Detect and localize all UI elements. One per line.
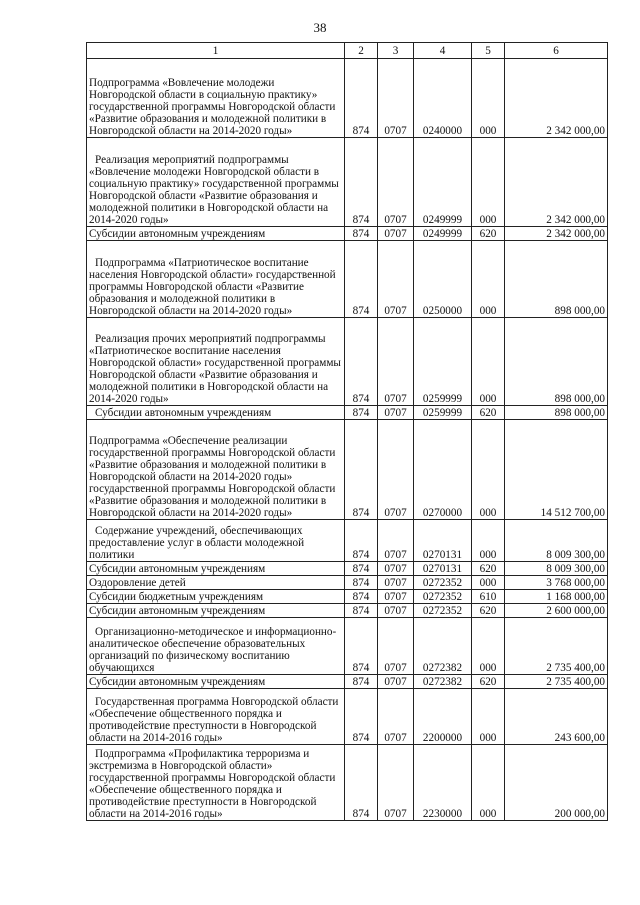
row-expense-type: 000	[472, 138, 505, 227]
row-amount: 14 512 700,00	[505, 420, 608, 520]
row-grbs: 874	[345, 689, 378, 745]
row-expense-type: 000	[472, 420, 505, 520]
row-target-code: 0272382	[414, 618, 472, 675]
row-amount: 1 168 000,00	[505, 590, 608, 604]
column-header-4: 4	[414, 43, 472, 59]
row-amount: 3 768 000,00	[505, 576, 608, 590]
row-name: Подпрограмма «Профилактика терроризма и экстремизма в Новгородской области» государственной программы Новгородской области «Обеспечение общественного порядка и противодействие преступности в Новгородской области на 2014-2016 годы»	[87, 745, 345, 821]
row-grbs: 874	[345, 576, 378, 590]
row-target-code: 0249999	[414, 138, 472, 227]
table-row	[87, 590, 608, 604]
row-amount: 898 000,00	[505, 241, 608, 318]
row-amount: 8 009 300,00	[505, 520, 608, 562]
row-name: Содержание учреждений, обеспечивающих предоставление услуг в области молодежной политики	[87, 520, 345, 562]
row-grbs: 874	[345, 745, 378, 821]
row-name: Субсидии бюджетным учреждениям	[87, 590, 345, 604]
row-name: Реализация прочих мероприятий подпрограммы «Патриотическое воспитание населения Новгородской области» государственной программы Новгородской области «Развитие образования и молодежной политики в Новгородской области на 2014-2020 годы»	[87, 318, 345, 406]
row-amount: 243 600,00	[505, 689, 608, 745]
table-row	[87, 520, 608, 562]
row-name: Субсидии автономным учреждениям	[87, 604, 345, 618]
table-row	[87, 227, 608, 241]
row-expense-type: 620	[472, 562, 505, 576]
row-target-code: 0270131	[414, 562, 472, 576]
row-grbs: 874	[345, 59, 378, 138]
row-amount: 2 735 400,00	[505, 618, 608, 675]
row-section: 0707	[378, 675, 414, 689]
row-name: Субсидии автономным учреждениям	[87, 675, 345, 689]
row-grbs: 874	[345, 675, 378, 689]
row-expense-type: 000	[472, 241, 505, 318]
column-header-1: 1	[87, 43, 345, 59]
row-section: 0707	[378, 138, 414, 227]
row-section: 0707	[378, 618, 414, 675]
row-expense-type: 000	[472, 520, 505, 562]
table-row	[87, 406, 608, 420]
row-name: Реализация мероприятий подпрограммы «Вовлечение молодежи Новгородской области в социальную практику» государственной программы Новгородской области «Развитие образования и молодежной политики в Новгородской области на 2014-2020 годы»	[87, 138, 345, 227]
row-grbs: 874	[345, 562, 378, 576]
row-target-code: 0240000	[414, 59, 472, 138]
row-section: 0707	[378, 745, 414, 821]
row-section: 0707	[378, 604, 414, 618]
row-section: 0707	[378, 562, 414, 576]
row-name: Подпрограмма «Обеспечение реализации государственной программы Новгородской области «Развитие образования и молодежной политики в Новгородской области на 2014-2020 годы» государственной программы Новгородской области «Развитие образования и молодежной политики в Новгородской области на 2014-2020 годы»	[87, 420, 345, 520]
row-section: 0707	[378, 227, 414, 241]
row-amount: 898 000,00	[505, 406, 608, 420]
row-grbs: 874	[345, 420, 378, 520]
row-expense-type: 000	[472, 618, 505, 675]
row-name: Подпрограмма «Патриотическое воспитание населения Новгородской области» государственной программы Новгородской области «Развитие образования и молодежной политики в Новгородской области на 2014-2020 годы»	[87, 241, 345, 318]
row-section: 0707	[378, 420, 414, 520]
table-row	[87, 604, 608, 618]
row-section: 0707	[378, 318, 414, 406]
row-expense-type: 620	[472, 604, 505, 618]
row-target-code: 0250000	[414, 241, 472, 318]
row-name: Оздоровление детей	[87, 576, 345, 590]
row-target-code: 0272352	[414, 604, 472, 618]
row-target-code: 0272352	[414, 576, 472, 590]
row-name: Подпрограмма «Вовлечение молодежи Новгородской области в социальную практику» государственной программы Новгородской области «Развитие образования и молодежной политики в Новгородской области на 2014-2020 годы»	[87, 59, 345, 138]
row-target-code: 0259999	[414, 406, 472, 420]
table-row	[87, 675, 608, 689]
row-grbs: 874	[345, 618, 378, 675]
row-amount: 2 600 000,00	[505, 604, 608, 618]
column-header-2: 2	[345, 43, 378, 59]
row-amount: 898 000,00	[505, 318, 608, 406]
row-expense-type: 000	[472, 576, 505, 590]
row-grbs: 874	[345, 604, 378, 618]
row-target-code: 0259999	[414, 318, 472, 406]
row-target-code: 2230000	[414, 745, 472, 821]
row-target-code: 0270131	[414, 520, 472, 562]
row-name: Субсидии автономным учреждениям	[87, 227, 345, 241]
row-grbs: 874	[345, 241, 378, 318]
table-row	[87, 241, 608, 318]
column-header-6: 6	[505, 43, 608, 59]
row-name: Организационно-методическое и информационно-аналитическое обеспечение образовательных организаций по физическому воспитанию обучающихся	[87, 618, 345, 675]
row-target-code: 0270000	[414, 420, 472, 520]
column-header-3: 3	[378, 43, 414, 59]
table-row	[87, 689, 608, 745]
row-section: 0707	[378, 576, 414, 590]
row-expense-type: 000	[472, 745, 505, 821]
row-section: 0707	[378, 59, 414, 138]
row-section: 0707	[378, 241, 414, 318]
row-grbs: 874	[345, 406, 378, 420]
row-grbs: 874	[345, 227, 378, 241]
row-section: 0707	[378, 406, 414, 420]
row-expense-type: 620	[472, 675, 505, 689]
table-row	[87, 420, 608, 520]
page-number: 38	[313, 20, 327, 35]
table-row	[87, 59, 608, 138]
table-body	[87, 59, 608, 821]
table-header	[87, 43, 608, 59]
row-amount: 2 735 400,00	[505, 675, 608, 689]
row-target-code: 2200000	[414, 689, 472, 745]
table-row	[87, 562, 608, 576]
row-amount: 2 342 000,00	[505, 227, 608, 241]
row-expense-type: 610	[472, 590, 505, 604]
table-row	[87, 618, 608, 675]
row-grbs: 874	[345, 590, 378, 604]
header-row	[87, 43, 608, 59]
row-grbs: 874	[345, 138, 378, 227]
row-amount: 2 342 000,00	[505, 138, 608, 227]
table-row	[87, 318, 608, 406]
row-grbs: 874	[345, 318, 378, 406]
row-amount: 8 009 300,00	[505, 562, 608, 576]
row-name: Государственная программа Новгородской области «Обеспечение общественного порядка и противодействие преступности в Новгородской области на 2014-2016 годы»	[87, 689, 345, 745]
row-section: 0707	[378, 590, 414, 604]
row-name: Субсидии автономным учреждениям	[87, 406, 345, 420]
row-expense-type: 620	[472, 227, 505, 241]
row-name: Субсидии автономным учреждениям	[87, 562, 345, 576]
table-row	[87, 138, 608, 227]
row-amount: 200 000,00	[505, 745, 608, 821]
table-row	[87, 576, 608, 590]
row-amount: 2 342 000,00	[505, 59, 608, 138]
column-header-5: 5	[472, 43, 505, 59]
row-expense-type: 000	[472, 318, 505, 406]
row-target-code: 0272382	[414, 675, 472, 689]
row-expense-type: 000	[472, 689, 505, 745]
row-section: 0707	[378, 520, 414, 562]
row-grbs: 874	[345, 520, 378, 562]
table-row	[87, 745, 608, 821]
row-target-code: 0272352	[414, 590, 472, 604]
row-section: 0707	[378, 689, 414, 745]
row-expense-type: 620	[472, 406, 505, 420]
row-target-code: 0249999	[414, 227, 472, 241]
row-expense-type: 000	[472, 59, 505, 138]
budget-table	[86, 42, 608, 821]
